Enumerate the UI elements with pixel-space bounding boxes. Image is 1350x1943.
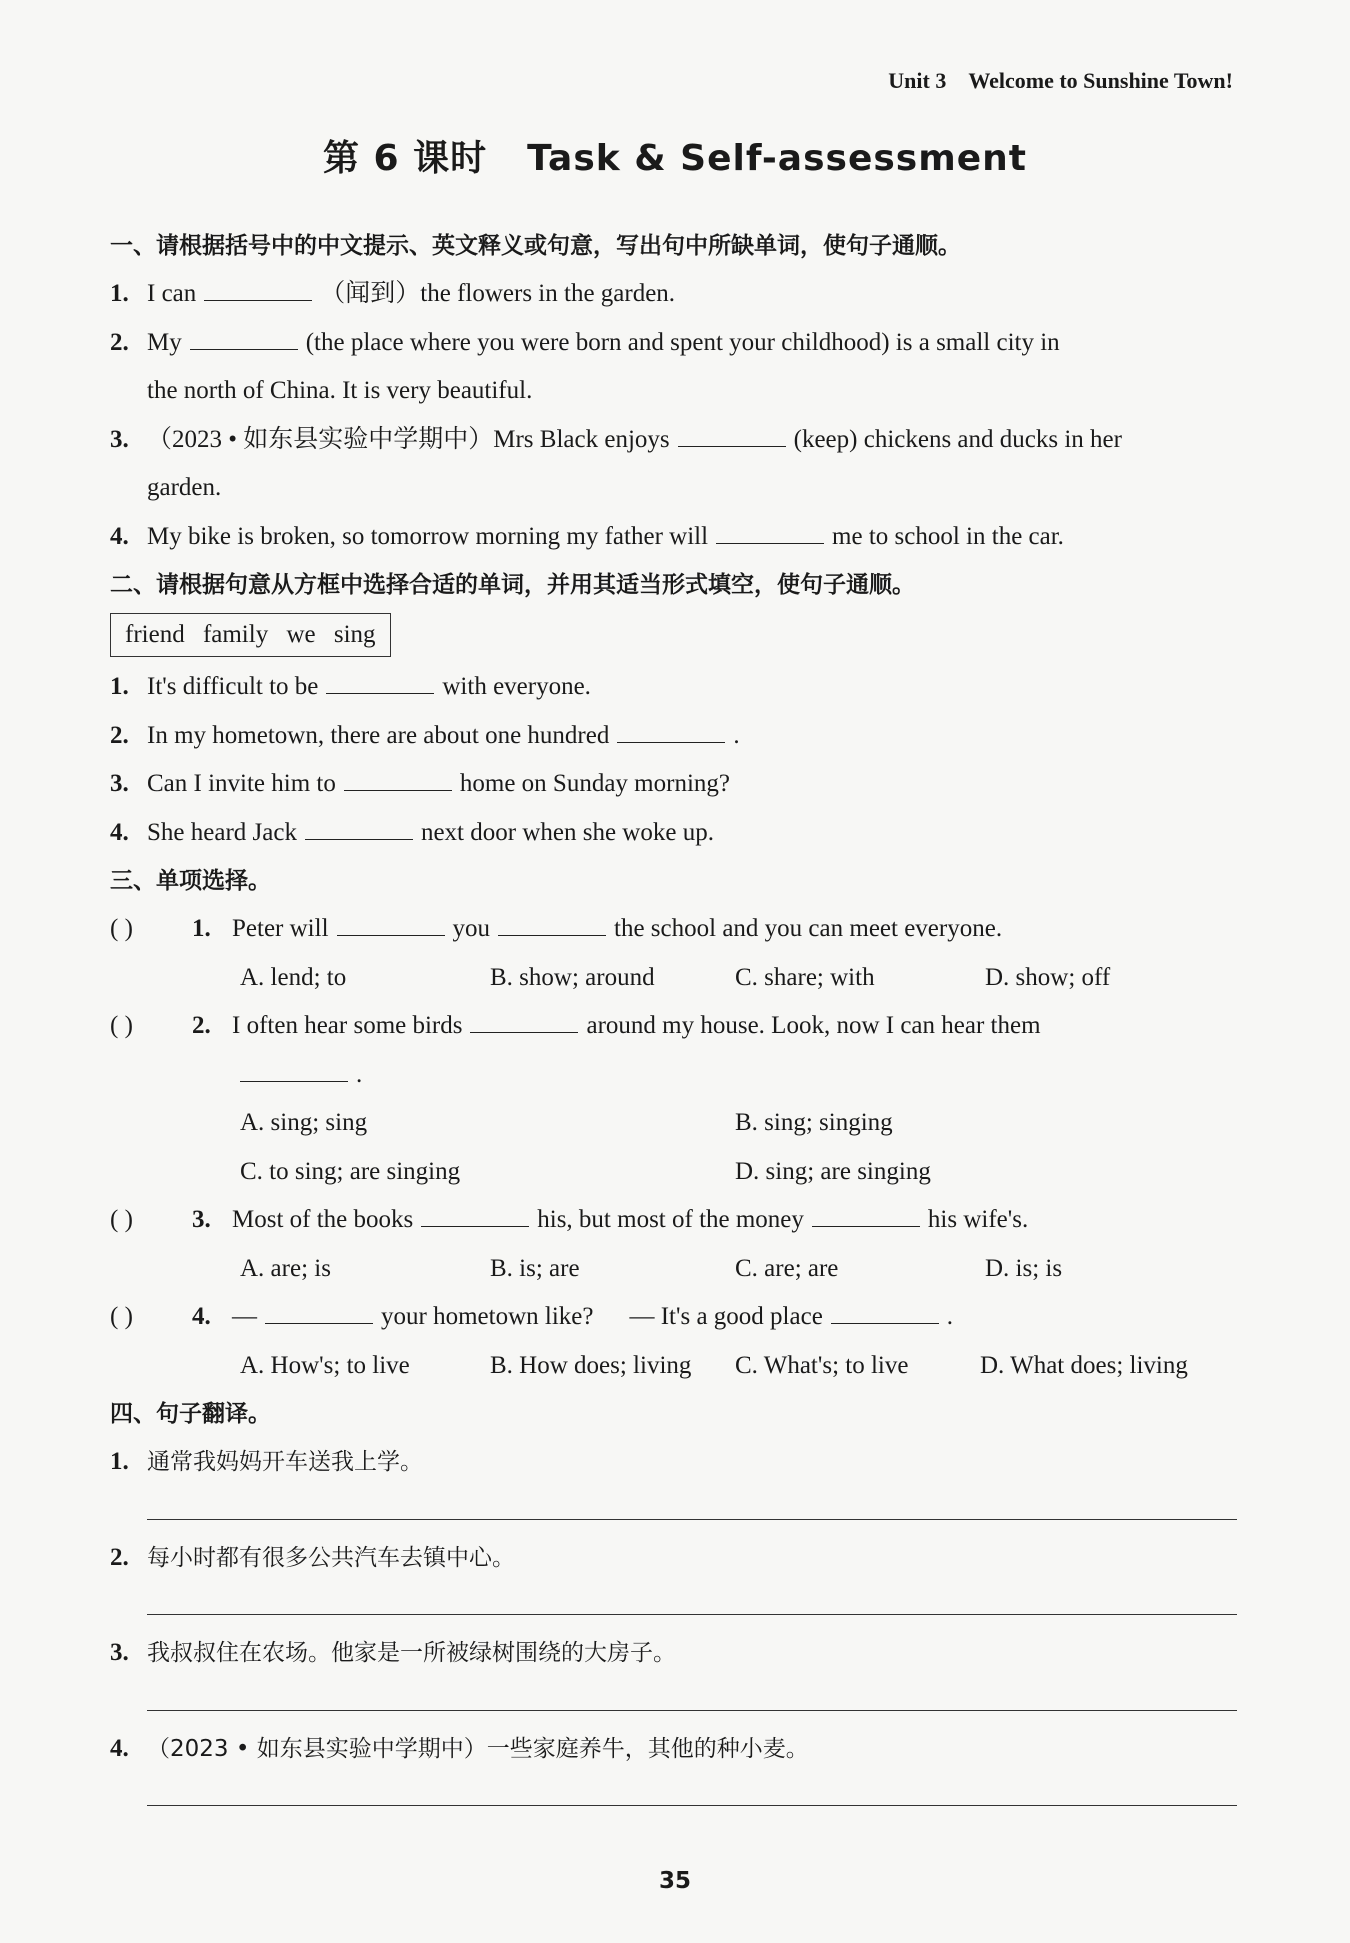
answer-blank[interactable]: [305, 817, 413, 840]
running-header: [888, 68, 1233, 94]
option-a[interactable]: A. sing; sing: [240, 1109, 368, 1136]
header-title: Welcome to Sunshine Town!: [968, 68, 1233, 93]
s3-q3-options: [110, 1245, 1238, 1294]
answer-blank[interactable]: [831, 1301, 939, 1324]
s4-q1: 1. 通常我妈妈开车送我上学。: [110, 1448, 423, 1475]
s1-q1: 1. I can （闻到）the flowers in the garden.: [110, 280, 676, 307]
s2-q3: 3. Can I invite him to home on Sunday morning?: [110, 770, 730, 797]
answer-parentheses[interactable]: ( ): [110, 1303, 133, 1330]
option-d[interactable]: D. sing; are singing: [735, 1157, 931, 1185]
lesson-title-cn: 第 6 课时: [322, 138, 488, 179]
lesson-title-en: Task & Self-assessment: [527, 138, 1027, 179]
option-b[interactable]: B. is; are: [490, 1254, 580, 1282]
translation-answer-line[interactable]: [147, 1787, 1237, 1806]
s4-q4: 4. （2023 • 如东县实验中学期中）一些家庭养牛，其他的种小麦。: [110, 1734, 809, 1762]
s4-q3: 3. 我叔叔住在农场。他家是一所被绿树围绕的大房子。: [110, 1639, 676, 1666]
translation-answer-line[interactable]: [147, 1692, 1237, 1711]
word-box: friend family we sing: [110, 613, 391, 657]
answer-blank[interactable]: [337, 913, 445, 936]
lesson-title: [0, 130, 1350, 181]
option-a[interactable]: A. lend; to: [240, 963, 347, 991]
answer-blank[interactable]: [344, 768, 452, 791]
s1-q4: 4. My bike is broken, so tomorrow morning my father will me to school in the car.: [110, 522, 1064, 550]
s2-q2: 2. In my hometown, there are about one hundred .: [110, 721, 740, 749]
section4-title: 四、句子翻译。: [110, 1401, 271, 1427]
option-c[interactable]: C. are; are: [735, 1254, 839, 1282]
answer-blank[interactable]: [240, 1059, 348, 1082]
s2-q1: 1. It's difficult to be with everyone.: [110, 673, 591, 700]
answer-blank[interactable]: [265, 1301, 373, 1324]
s2-q4: 4. She heard Jack next door when she woke up.: [110, 818, 714, 846]
option-d[interactable]: D. show; off: [985, 963, 1111, 991]
s3-q1: ( ) 1. Peter will you the school and you can meet everyone.: [110, 905, 1238, 954]
option-a[interactable]: A. How's; to live: [240, 1351, 410, 1379]
option-c[interactable]: C. share; with: [735, 963, 875, 991]
answer-blank[interactable]: [678, 424, 786, 447]
s3-q2-options-ab: [110, 1099, 1238, 1148]
s3-q4: ( ) 4. — your hometown like? — It's a good place .: [110, 1293, 1238, 1342]
option-c[interactable]: C. What's; to live: [735, 1351, 909, 1379]
section2-title: 二、请根据句意从方框中选择合适的单词，并用其适当形式填空，使句子通顺。: [110, 572, 915, 598]
page-number: 35: [658, 1868, 691, 1894]
option-d[interactable]: D. is; is: [985, 1254, 1063, 1282]
option-c[interactable]: C. to sing; are singing: [240, 1157, 461, 1185]
s4-q2: 2. 每小时都有很多公共汽车去镇中心。: [110, 1543, 515, 1571]
s1-q3-cont: garden.: [147, 474, 222, 501]
option-d[interactable]: D. What does; living: [980, 1351, 1188, 1379]
s1-q2: 2. My (the place where you were born and spent your childhood) is a small city in: [110, 328, 1060, 356]
s3-q2-cont: .: [110, 1051, 1238, 1100]
translation-answer-line[interactable]: [147, 1596, 1237, 1615]
answer-blank[interactable]: [190, 327, 298, 350]
translation-answer-line[interactable]: [147, 1501, 1237, 1520]
section3-title: 三、单项选择。: [110, 868, 271, 894]
s3-q4-options: [110, 1342, 1238, 1391]
answer-blank[interactable]: [812, 1204, 920, 1227]
answer-parentheses[interactable]: ( ): [110, 1206, 133, 1233]
option-b[interactable]: B. show; around: [490, 963, 655, 991]
s3-q2: ( ) 2. I often hear some birds around my house. Look, now I can hear them: [110, 1002, 1238, 1051]
answer-blank[interactable]: [204, 278, 312, 301]
s3-q2-options-cd: [110, 1148, 1238, 1197]
s1-q2-cont: the north of China. It is very beautiful.: [147, 377, 533, 404]
answer-parentheses[interactable]: ( ): [110, 915, 133, 942]
answer-blank[interactable]: [421, 1204, 529, 1227]
option-a[interactable]: A. are; is: [240, 1254, 331, 1282]
s3-q3: ( ) 3. Most of the books his, but most of the money his wife's.: [110, 1196, 1238, 1245]
answer-blank[interactable]: [617, 720, 725, 743]
s3-q1-options: [110, 954, 1238, 1003]
answer-blank[interactable]: [498, 913, 606, 936]
exercise-content: [110, 222, 1238, 1806]
s1-q3: 3. （2023 • 如东县实验中学期中）Mrs Black enjoys (keep) chickens and ducks in her: [110, 425, 1122, 453]
option-b[interactable]: B. How does; living: [490, 1351, 692, 1379]
header-unit: Unit 3: [888, 68, 947, 93]
option-b[interactable]: B. sing; singing: [735, 1109, 893, 1136]
section1-title: 一、请根据括号中的中文提示、英文释义或句意，写出句中所缺单词，使句子通顺。: [110, 233, 961, 259]
answer-blank[interactable]: [716, 521, 824, 544]
answer-blank[interactable]: [470, 1010, 578, 1033]
answer-blank[interactable]: [326, 671, 434, 694]
answer-parentheses[interactable]: ( ): [110, 1012, 133, 1039]
